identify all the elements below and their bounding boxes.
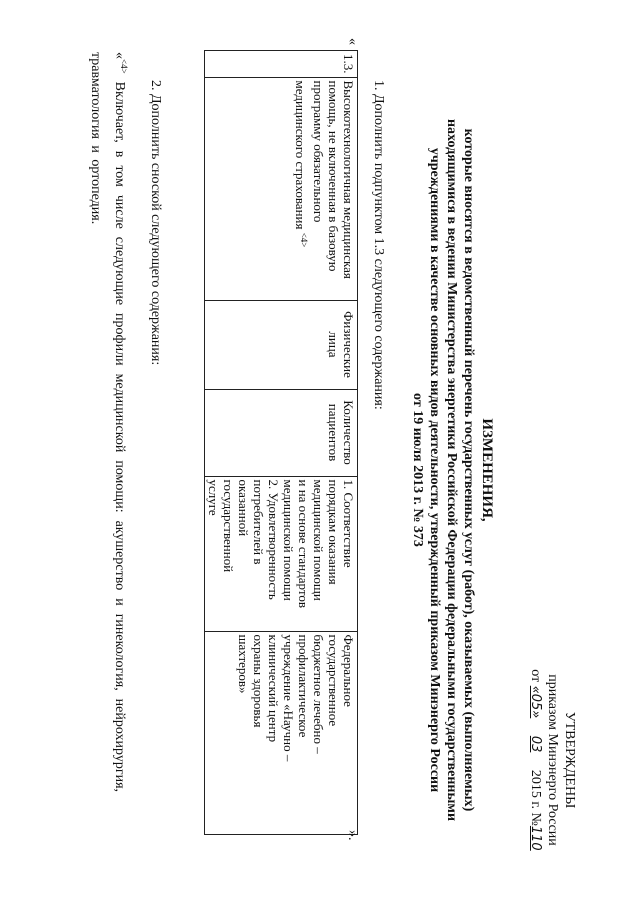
document-title	[409, 90, 495, 850]
footnote-body: Включает, в том числе следующие профили медицинской помощи: акушерство и гинекология, нейрохирургия, травматология и ортопедия.	[88, 52, 127, 793]
cell-number: 1.3.	[205, 51, 358, 78]
cell-institution: Федеральное государственное бюджетное лечебно – профилактическое учреждение «Научно – клинический центр охраны здоровья шахтеров»	[205, 631, 358, 834]
cell-consumers: Физические лица	[205, 300, 358, 389]
quote-close: ».	[345, 830, 360, 841]
service-table	[204, 50, 358, 835]
approval-from: от	[528, 669, 543, 683]
approval-order: приказом Минэнерго России	[545, 674, 560, 846]
title-heading: ИЗМЕНЕНИЯ,	[479, 418, 495, 522]
approval-year: 2015 г.	[528, 769, 543, 810]
approval-number-sign: №	[528, 812, 543, 826]
cell-service-name	[205, 77, 358, 300]
approval-date-line	[527, 640, 544, 880]
approval-day: «05»	[528, 685, 543, 719]
table-row	[205, 51, 358, 835]
quote-open: «	[345, 38, 360, 45]
service-name-text: Высокотехнологичная медицинская помощь, не включенная в базовую программу обязательного медицинского страхования	[293, 80, 356, 279]
approval-stamp	[527, 640, 578, 880]
cell-quality-indicators: 1. Соответствие порядкам оказания медицинской помощи и на основе стандартов медицинской помощи 2. Удовлетворенность потребителей в оказанной государственной услуге	[205, 476, 358, 631]
item-1-text: 1. Дополнить подпунктом 1.3 следующего содержания:	[371, 80, 386, 410]
cell-volume-indicator: Количество пациентов	[205, 389, 358, 476]
item-2-text: 2. Дополнить сноской следующего содержания:	[148, 80, 163, 366]
title-line: находящимися в ведении Министерства энергетики Российской Федерации федеральными государственными	[444, 118, 459, 822]
title-line: которые вносятся в ведомственный перечень государственных услуг (работ), оказываемых (выполняемых)	[461, 128, 476, 812]
title-line: учреждениями в качестве основных видов деятельности, утвержденный приказом Минэнерго России	[427, 147, 442, 793]
approval-title: УТВЕРЖДЕНЫ	[562, 711, 577, 809]
footnote-mark: <4>	[119, 59, 129, 74]
footnote-open-quote: «	[112, 52, 127, 59]
footnote-mark: <4>	[299, 232, 309, 248]
approval-number: 110	[528, 825, 543, 851]
approval-month: 03	[528, 735, 543, 753]
footnote-text	[83, 52, 136, 792]
title-line: от 19 июля 2013 г. № 373	[410, 393, 425, 547]
